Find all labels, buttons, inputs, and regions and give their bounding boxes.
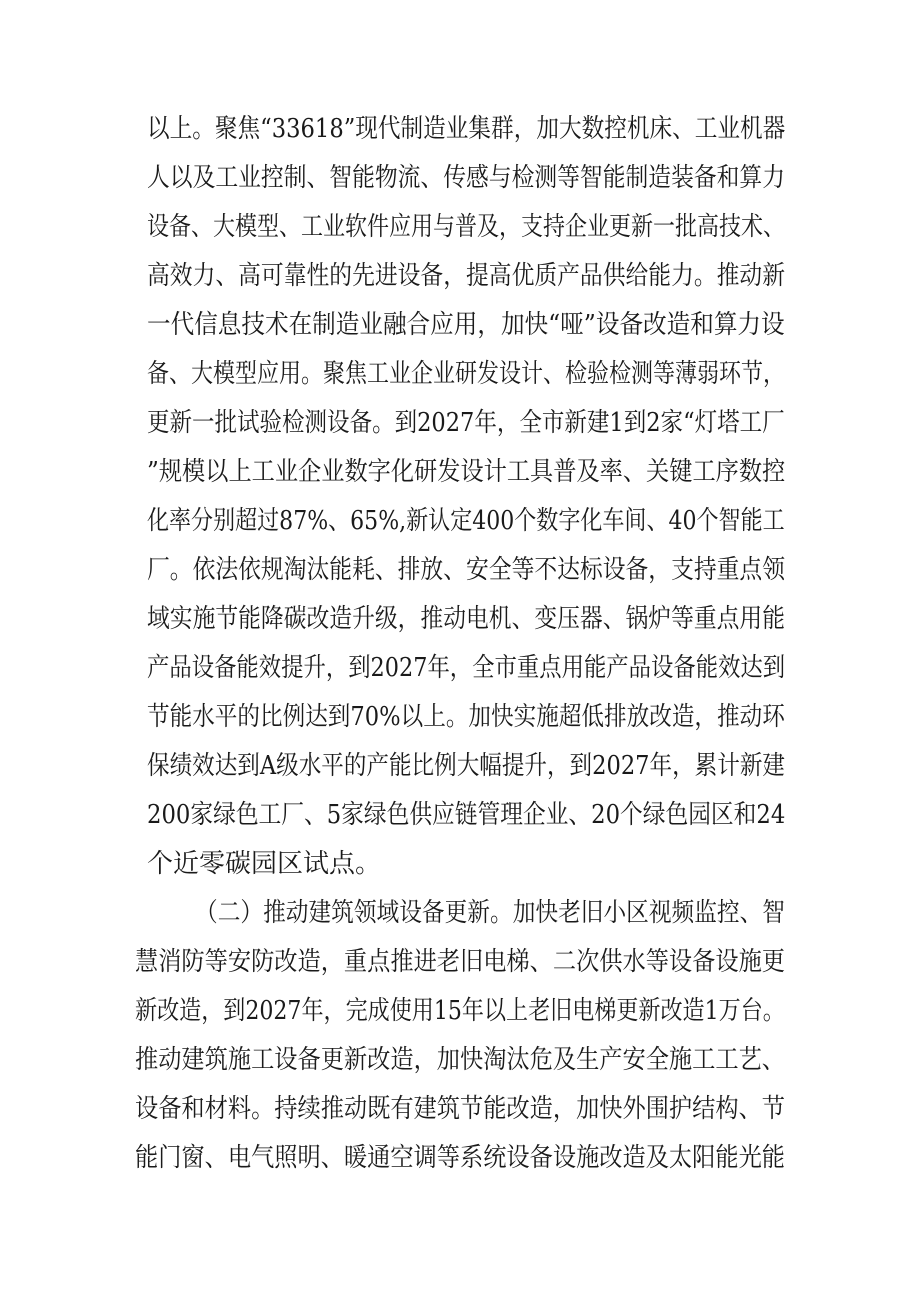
text-line: 人以及工业控制、智能物流、传感与检测等智能制造装备和算力 bbox=[147, 163, 786, 193]
text-line: 备、大模型应用。聚焦工业企业研发设计、检验检测等薄弱环节， bbox=[147, 359, 786, 389]
text-line: 慧消防等安防改造，重点推进老旧电梯、二次供水等设备设施更 bbox=[135, 947, 786, 977]
text-line: 推动建筑施工设备更新改造，加快淘汰危及生产安全施工工艺、 bbox=[135, 1045, 786, 1075]
text-line: 厂。依法依规淘汰能耗、排放、安全等不达标设备，支持重点领 bbox=[147, 555, 786, 585]
text-line: 化率分别超过87%、65%,新认定400个数字化车间、40个智能工 bbox=[147, 506, 785, 536]
text-line: 新改造，到2027年，完成使用15年以上老旧电梯更新改造1万台。 bbox=[135, 996, 785, 1026]
text-line: 能门窗、电气照明、暖通空调等系统设备设施改造及太阳能光能 bbox=[135, 1143, 786, 1173]
text-line: 个近零碳园区试点。 bbox=[147, 849, 382, 879]
text-line: 域实施节能降碳改造升级，推动电机、变压器、锅炉等重点用能 bbox=[147, 604, 786, 634]
text-line: 更新一批试验检测设备。到2027年，全市新建1到2家“灯塔工厂 bbox=[147, 408, 785, 438]
text-line: 高效力、高可靠性的先进设备，提高优质产品供给能力。推动新 bbox=[147, 261, 786, 291]
text-line: 设备、大模型、工业软件应用与普及，支持企业更新一批高技术、 bbox=[147, 212, 786, 242]
text-line: 以上。聚焦“33618”现代制造业集群，加大数控机床、工业机器 bbox=[147, 114, 786, 144]
text-line: 一代信息技术在制造业融合应用，加快“哑”设备改造和算力设 bbox=[147, 310, 785, 340]
text-line: ”规模以上工业企业数字化研发设计工具普及率、关键工序数控 bbox=[147, 457, 786, 487]
text-line: 保绩效达到A级水平的产能比例大幅提升，到2027年，累计新建 bbox=[147, 751, 785, 781]
text-line: 设备和材料。持续推动既有建筑节能改造，加快外围护结构、节 bbox=[135, 1094, 786, 1124]
text-line: （二）推动建筑领域设备更新。加快老旧小区视频监控、智 bbox=[195, 898, 786, 928]
text-line: 200家绿色工厂、5家绿色供应链管理企业、20个绿色园区和24 bbox=[147, 800, 786, 830]
text-line: 产品设备能效提升，到2027年，全市重点用能产品设备能效达到 bbox=[147, 653, 786, 683]
text-line: 节能水平的比例达到70%以上。加快实施超低排放改造，推动环 bbox=[147, 702, 785, 732]
